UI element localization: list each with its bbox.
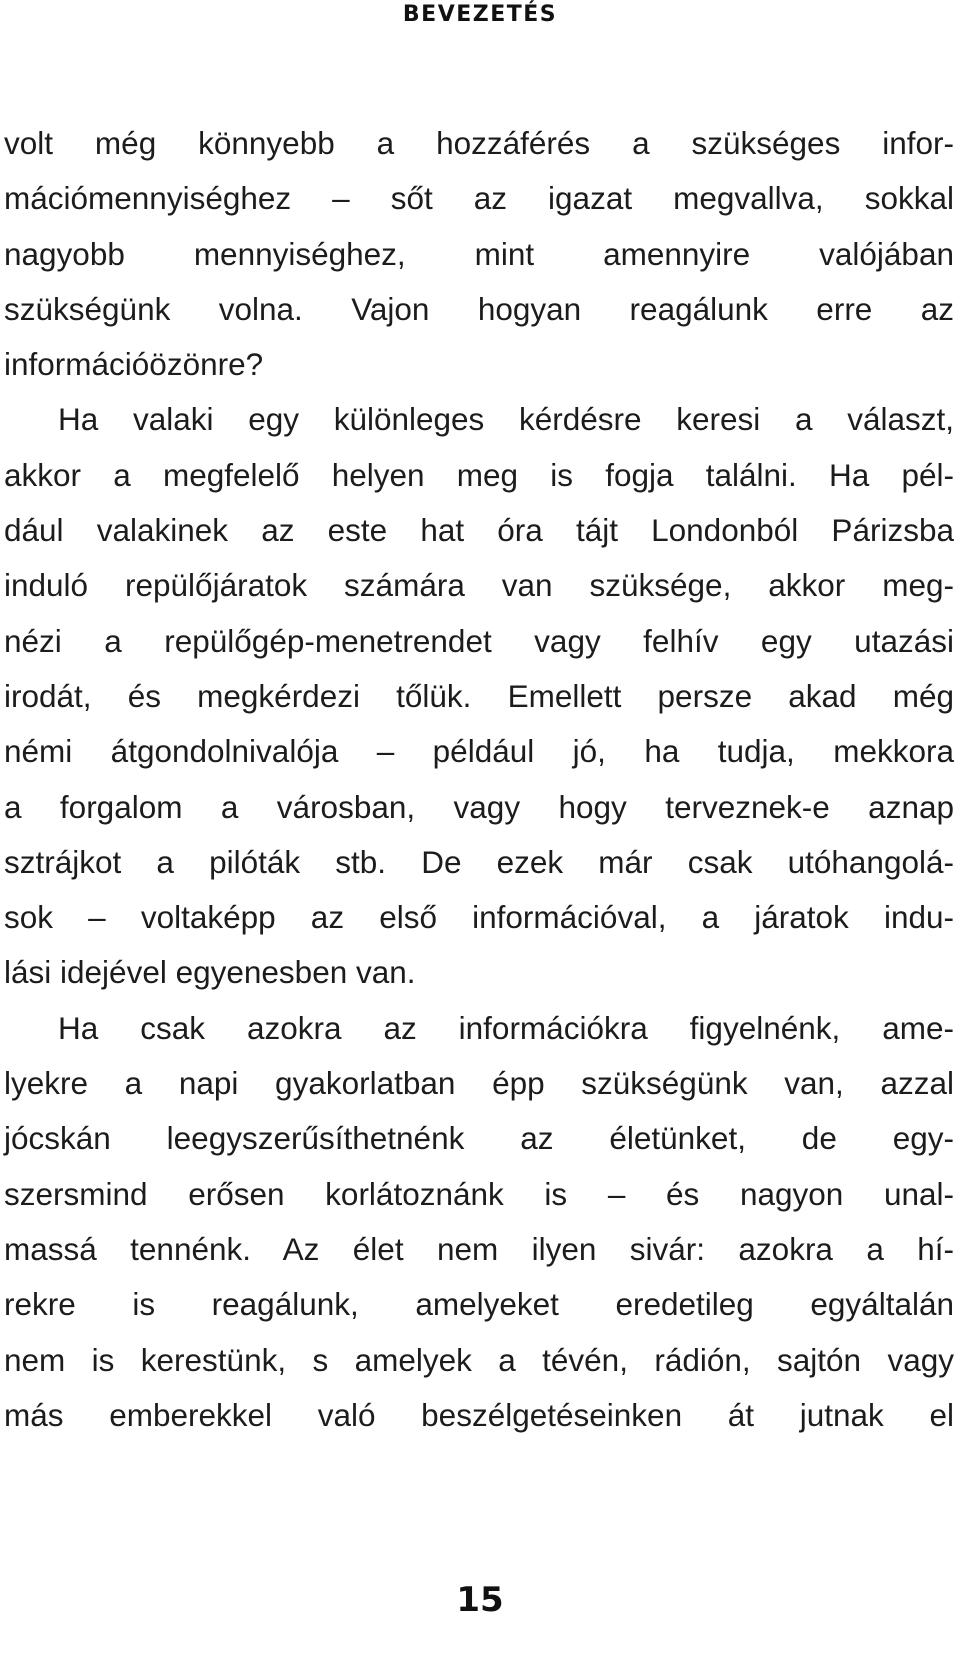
- text-line: információözönre?: [4, 346, 264, 383]
- text-line: induló repülőjáratok számára van szüksége, akkor meg-: [4, 567, 954, 604]
- text-line: Ha valaki egy különleges kérdésre keresi a választ,: [58, 401, 954, 438]
- text-line: a forgalom a városban, vagy hogy terveznek-e aznap: [4, 788, 954, 825]
- text-line: szükségünk volna. Vajon hogyan reagálunk erre az: [4, 290, 954, 327]
- text-line: jócskán leegyszerűsíthetnénk az életünket, de egy-: [4, 1120, 954, 1157]
- text-line: némi átgondolnivalója – például jó, ha tudja, mekkora: [4, 733, 954, 770]
- text-line: sok – voltaképp az első információval, a járatok indu-: [4, 899, 954, 936]
- text-line: Ha csak azokra az információkra figyelnénk, ame-: [58, 1009, 954, 1046]
- text-line: nagyobb mennyiséghez, mint amennyire valójában: [4, 235, 954, 272]
- text-line: lási idejével egyenesben van.: [4, 954, 416, 991]
- text-line: mációmennyiséghez – sőt az igazat megvallva, sokkal: [4, 180, 954, 217]
- running-head: BEVEZETÉS: [402, 2, 558, 27]
- text-line: massá tennénk. Az élet nem ilyen sivár: azokra a hí-: [4, 1230, 954, 1267]
- page-number: 15: [456, 1580, 504, 1620]
- text-line: rekre is reagálunk, amelyeket eredetileg egyáltalán: [4, 1286, 954, 1323]
- text-line: irodát, és megkérdezi tőlük. Emellett persze akad még: [4, 677, 954, 714]
- text-line: lyekre a napi gyakorlatban épp szükségünk van, azzal: [4, 1065, 954, 1102]
- text-line: sztrájkot a pilóták stb. De ezek már csak utóhangolá-: [4, 843, 954, 880]
- text-line: nem is kerestünk, s amelyek a tévén, rádión, sajtón vagy: [4, 1341, 954, 1378]
- text-line: szersmind erősen korlátoznánk is – és nagyon unal-: [4, 1175, 954, 1212]
- text-line: akkor a megfelelő helyen meg is fogja találni. Ha pél-: [4, 456, 954, 493]
- text-line: dául valakinek az este hat óra tájt Londonból Párizsba: [4, 512, 954, 549]
- text-line: más emberekkel való beszélgetéseinken át jutnak el: [4, 1396, 954, 1433]
- text-line: nézi a repülőgép-menetrendet vagy felhív egy utazási: [4, 622, 954, 659]
- body-text: [4, 116, 954, 1443]
- text-line: volt még könnyebb a hozzáférés a szükséges infor-: [4, 125, 954, 161]
